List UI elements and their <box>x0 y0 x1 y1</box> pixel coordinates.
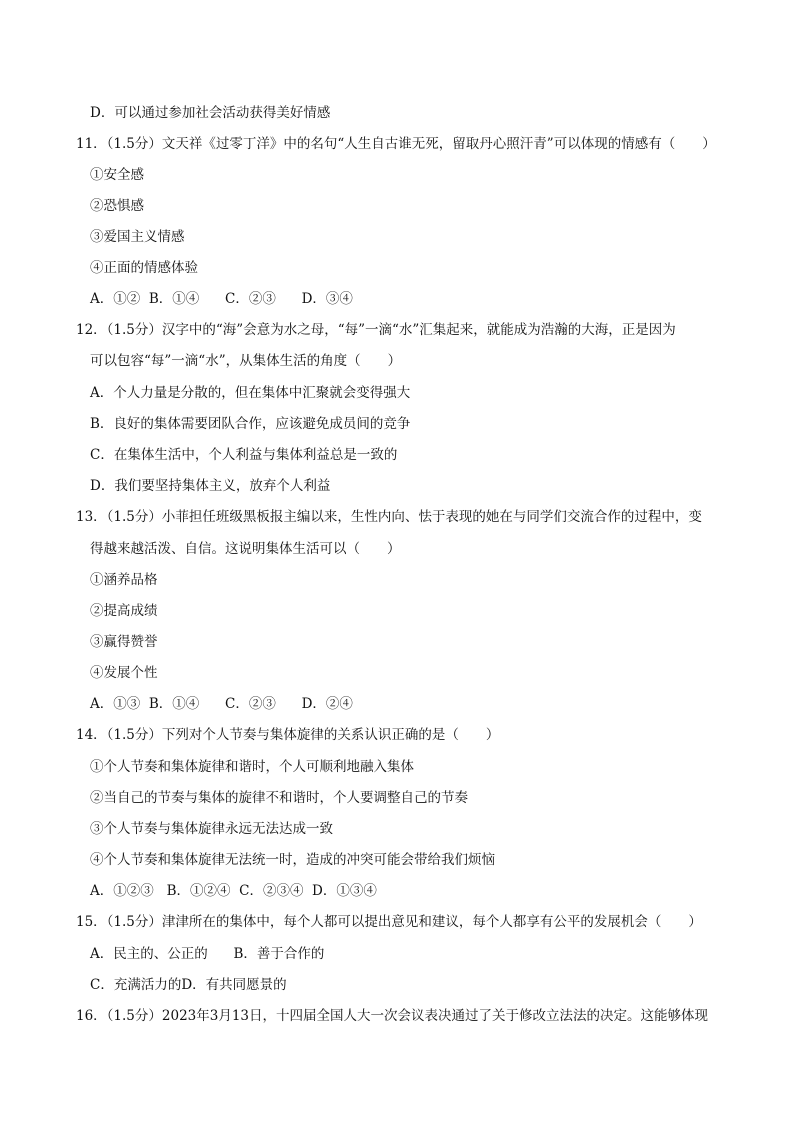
q14-item-4: ④个人节奏和集体旋律无法统一时，造成的冲突可能会带给我们烦恼 <box>90 852 495 868</box>
q16-stem: 16．（1.5分）2023年3月13日，十四届全国人大一次会议表决通过了关于修改立法法的决定。这能够体现 <box>76 1008 709 1024</box>
q14-item-2: ②当自己的节奏与集体的旋律不和谐时，个人要调整自己的节奏 <box>90 790 468 806</box>
q13-stem-cont: 得越来越活泼、自信。这说明集体生活可以（ ） <box>90 541 401 557</box>
q13-stem: 13．（1.5分）小菲担任班级黑板报主编以来，生性内向、怯于表现的她在与同学们交流合作的过程中，变 <box>76 509 702 525</box>
q11-stem: 11．（1.5分）文天祥《过零丁洋》中的名句“人生自古谁无死，留取丹心照汗青”可以体现的情感有（ ） <box>76 136 716 152</box>
q12-stem: 12．（1.5分）汉字中的“海”会意为水之母，“每”一滴“水”汇集起来，就能成为浩瀚的大海，正是因为 <box>76 322 676 338</box>
q11-item-4: ④正面的情感体验 <box>90 260 198 276</box>
q12-option-b: B．良好的集体需要团队合作，应该避免成员间的竞争 <box>90 416 411 432</box>
q15-options-ab: A．民主的、公正的 B．善于合作的 <box>90 946 325 962</box>
q11-options: A．①② B．①④ C．②③ D．③④ <box>90 291 353 307</box>
q15-options-cd: C．充满活力的D．有共同愿景的 <box>90 977 287 993</box>
q15-stem: 15．（1.5分）津津所在的集体中，每个人都可以提出意见和建议，每个人都享有公平的发展机会（ ） <box>76 914 702 930</box>
q13-item-3: ③赢得赞誉 <box>90 634 158 650</box>
q12-option-d: D．我们要坚持集体主义，放弃个人利益 <box>90 478 331 494</box>
q14-stem: 14．（1.5分）下列对个人节奏与集体旋律的关系认识正确的是（ ） <box>76 727 500 743</box>
q13-options: A．①③ B．①④ C．②③ D．②④ <box>90 696 353 712</box>
q12-option-a: A．个人力量是分散的，但在集体中汇聚就会变得强大 <box>90 385 411 401</box>
q12-option-c: C．在集体生活中，个人利益与集体利益总是一致的 <box>90 447 398 463</box>
q14-item-1: ①个人节奏和集体旋律和谐时，个人可顺利地融入集体 <box>90 759 414 775</box>
q11-item-2: ②恐惧感 <box>90 198 144 214</box>
q13-item-4: ④发展个性 <box>90 665 158 681</box>
q13-item-2: ②提高成绩 <box>90 603 158 619</box>
q12-stem-cont: 可以包容“每”一滴“水”，从集体生活的角度（ ） <box>90 353 402 369</box>
q13-item-1: ①涵养品格 <box>90 572 158 588</box>
q10-option-d: D．可以通过参加社会活动获得美好情感 <box>90 105 331 121</box>
q11-item-1: ①安全感 <box>90 167 144 183</box>
q14-options: A．①②③ B．①②④ C．②③④ D．①③④ <box>90 883 377 899</box>
q14-item-3: ③个人节奏与集体旋律永远无法达成一致 <box>90 821 333 837</box>
q11-item-3: ③爱国主义情感 <box>90 229 185 245</box>
